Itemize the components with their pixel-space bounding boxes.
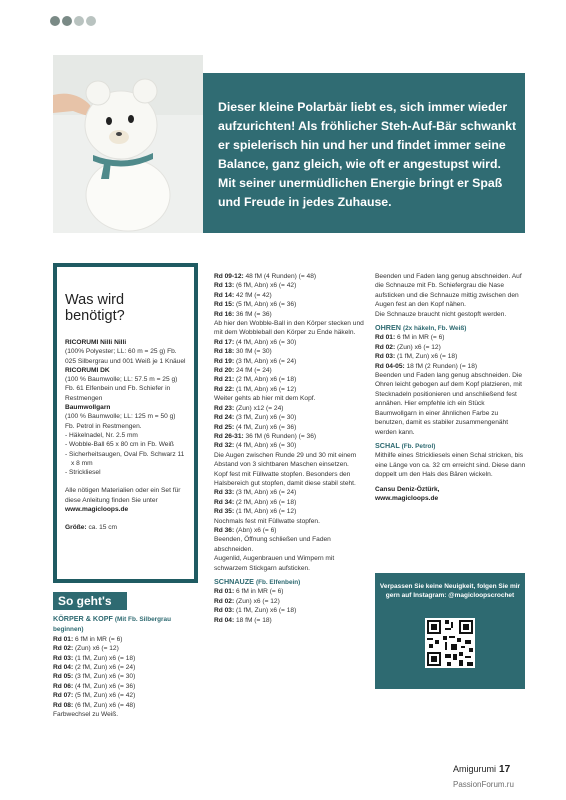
round-row (214, 413, 366, 422)
yarn-1-title: RICORUMI Nilli Nilli (65, 339, 127, 346)
round-row (53, 682, 203, 691)
round-row (214, 300, 366, 309)
round-row (214, 291, 366, 300)
tool-item: - Wobble-Ball 65 x 80 cm in Fb. Weiß (65, 441, 174, 449)
materials-list (65, 338, 186, 533)
round-text: (1 fM, Abn) x6 (= 12) (234, 508, 297, 516)
round-text: (4 fM, Zun) x6 (= 36) (73, 682, 136, 690)
round-label: Rd 06: (53, 682, 74, 690)
qr-code-icon[interactable] (425, 618, 475, 668)
round-label: Rd 02: (53, 645, 74, 653)
round-label: Rd 19: (214, 357, 235, 365)
round-label: Rd 05: (53, 673, 74, 681)
round-label: Rd 36: (214, 526, 235, 534)
round-text: 6 fM in MR (= 6) (395, 334, 445, 342)
round-text: (1 fM, Zun) x6 (= 18) (234, 607, 297, 615)
round-label: Rd 16: (214, 310, 235, 318)
paragraph: Beenden und Faden lang genug abschneiden. Die Ohren leicht gebogen auf dem Kopf platzieren, mit Stecknadeln positionieren und anschließend fest annähen. Hier empfehle ich ein Stück Baumwollgarn in einer ähnlichen Farbe zu benutzen, damit es stabiler zusammengenäht werden kann. (375, 372, 523, 436)
author-url[interactable]: www.magicloops.de (375, 494, 439, 502)
round-label: Rd 33: (214, 489, 235, 497)
round-label: Rd 01: (375, 334, 396, 342)
footer-label: Amigurumi (453, 764, 497, 774)
tool-item: - Häkelnadel, Nr. 2.5 mm (65, 431, 138, 439)
round-label: Rd 26-31: (214, 432, 244, 440)
header-dots (50, 16, 96, 26)
round-text: (1 fM, Zun) x6 (= 18) (395, 353, 458, 361)
section-heading: So geht's (53, 592, 127, 610)
tool-item: - Strickliesel (65, 469, 101, 477)
round-text: (Zun) x12 (= 24) (234, 404, 284, 412)
paragraph: Die Schnauze braucht nicht gestopft werden. (375, 310, 507, 318)
section-head-note: (Fb. Elfenbein) (255, 579, 301, 586)
paragraph: Mithilfe eines Strickliesels einen Schal stricken, bis eine Länge von ca. 32 cm erreicht sind. Diese dann doppelt um den Hals des Bären wickeln. (375, 452, 526, 479)
round-row (214, 507, 366, 516)
instructions-column-3 (375, 272, 527, 503)
round-row (53, 654, 203, 663)
round-row (214, 488, 366, 497)
note: Die Augen zwischen Runde 29 und 30 mit einem Abstand von 3 sichtbaren Maschen einsetzen. (214, 451, 357, 469)
round-row (214, 498, 366, 507)
round-row (214, 375, 366, 384)
section-head-scarf: SCHAL (375, 440, 400, 450)
round-text: (6 fM, Zun) x6 (= 48) (73, 701, 136, 709)
materials-title: Was wird benötigt? (65, 292, 125, 324)
round-text: (3 fM, Zun) x6 (= 30) (73, 673, 136, 681)
header-dot (86, 16, 96, 26)
set-text: Alle nötigen Materialien oder ein Set für diese Anleitung finden Sie unter (65, 487, 181, 504)
round-row (53, 701, 203, 710)
round-text: 42 fM (= 42) (234, 291, 272, 299)
round-label: Rd 03: (375, 353, 396, 361)
round-label: Rd 13: (214, 282, 235, 290)
round-label: Rd 24: (214, 414, 235, 422)
round-text: (3 fM, Zun) x6 (= 30) (234, 414, 297, 422)
round-text: (6 fM, Abn) x6 (= 42) (234, 282, 297, 290)
round-label: Rd 15: (214, 301, 235, 309)
tool-item: - Sicherheitsaugen, Oval Fb. Schwarz 11 x 8 mm (65, 450, 185, 467)
size-value: ca. 15 cm (86, 524, 118, 532)
round-row (214, 404, 366, 413)
round-text: (Zun) x6 (= 12) (234, 597, 280, 605)
intro-text: Dieser kleine Polarbär liebt es, sich immer wieder aufzurichten! Als fröhlicher Steh-Auf-Bär schwankt er spielerisch hin und her und findet immer seine Balance, ganz gleich, wie oft er angestupst wird. Mit seiner unermüdlichen Energie bringt er Spaß und Freude in jedes Zuhause. (218, 100, 517, 209)
round-row (375, 343, 527, 352)
round-row (214, 441, 366, 450)
round-text: (4 fM, Abn) x6 (= 30) (234, 338, 297, 346)
round-text: 48 fM (4 Runden) (= 48) (243, 273, 317, 280)
round-row (214, 606, 366, 615)
yarn-2-title: RICORUMI DK (65, 366, 110, 374)
round-text: 18 fM (2 Runden) (= 18) (404, 362, 478, 370)
col1-tail: Farbwechsel zu Weiß. (53, 711, 119, 719)
tools-list (65, 431, 186, 477)
round-row (53, 672, 203, 681)
round-row (53, 691, 203, 700)
page-footer (453, 764, 510, 775)
polar-bear-photo (53, 55, 203, 233)
instructions-column-2 (214, 272, 366, 625)
section-head-note: (2x häkeln, Fb. Weiß) (402, 325, 467, 333)
round-row (214, 281, 366, 290)
round-label: Rd 09-12: (214, 273, 244, 280)
author-name: Cansu Deniz-Öztürk, (375, 485, 440, 493)
round-label: Rd 02: (214, 597, 235, 605)
note: Kopf fest mit Füllwatte stopfen. Besonders den Halsbereich gut stopfen, damit diese stabil steht. (214, 470, 356, 487)
round-row (214, 616, 366, 625)
section-head-snout: SCHNAUZE (214, 577, 254, 586)
yarn-3-title: Baumwollgarn (65, 404, 111, 412)
round-text: 6 fM in MR (= 6) (73, 635, 123, 643)
round-row (214, 338, 366, 347)
round-row (53, 635, 203, 644)
materials-box (53, 263, 198, 583)
yarn-2-text: (100 % Baumwolle; LL: 57.5 m = 25 g) Fb. 61 Elfenbein und Fb. Schiefer in Restmengen (65, 376, 178, 402)
round-row (214, 385, 366, 394)
round-label: Rd 03: (214, 607, 235, 615)
round-row (375, 352, 527, 361)
section-head-body: KÖRPER & KOPF (53, 614, 113, 623)
promo-text: Verpassen Sie keine Neuigkeit, folgen Sie mir gern auf Instagram: @magicloopscrochet (379, 583, 521, 600)
round-label: Rd 01: (53, 635, 74, 643)
round-row (214, 310, 366, 319)
note: Augenlid, Augenbrauen und Wimpern mit schwarzem Stickgarn aufsticken. (214, 555, 335, 572)
round-label: Rd 01: (214, 588, 235, 596)
round-text: 24 fM (= 24) (234, 367, 272, 375)
round-text: 6 fM in MR (= 6) (234, 588, 284, 596)
round-text: (1 fM, Abn) x6 (= 12) (234, 385, 297, 393)
round-label: Rd 04-05: (375, 362, 405, 370)
header-dot (50, 16, 60, 26)
round-text: (3 fM, Abn) x6 (= 24) (234, 357, 297, 365)
round-text: (4 fM, Abn) x6 (= 30) (234, 442, 297, 450)
round-row (375, 362, 527, 371)
round-label: Rd 04: (214, 616, 235, 624)
round-row (214, 597, 366, 606)
round-label: Rd 22: (214, 385, 235, 393)
round-text: (Abn) x6 (= 6) (234, 526, 277, 534)
round-label: Rd 23: (214, 404, 235, 412)
round-text: (2 fM, Zun) x6 (= 24) (73, 664, 136, 672)
round-text: (2 fM, Abn) x6 (= 18) (234, 376, 297, 384)
note: Nochmals fest mit Füllwatte stopfen. (214, 517, 320, 525)
round-row (214, 366, 366, 375)
round-label: Rd 18: (214, 348, 235, 356)
round-label: Rd 02: (375, 343, 396, 351)
round-row (214, 432, 366, 441)
round-row (53, 644, 203, 653)
instructions-column-1 (53, 614, 203, 719)
round-text: 18 fM (= 18) (234, 616, 272, 624)
yarn-3-text: (100 % Baumwolle; LL: 125 m = 50 g) Fb. Petrol in Restmengen. (65, 413, 176, 430)
page-number: 17 (499, 764, 511, 775)
round-label: Rd 25: (214, 423, 235, 431)
round-row (214, 423, 366, 432)
size-label: Größe: (65, 524, 87, 532)
round-row (214, 526, 366, 535)
round-row (214, 272, 366, 281)
round-text: (4 fM, Zun) x6 (= 36) (234, 423, 297, 431)
round-label: Rd 17: (214, 338, 235, 346)
round-text: (2 fM, Abn) x6 (= 18) (234, 498, 297, 506)
round-text: (Zun) x6 (= 12) (73, 645, 119, 653)
qr-code-graphic (425, 618, 475, 668)
round-row (214, 587, 366, 596)
round-text: (5 fM, Zun) x6 (= 42) (73, 692, 136, 700)
set-url[interactable]: www.magicloops.de (65, 506, 129, 514)
round-label: Rd 08: (53, 701, 74, 709)
round-label: Rd 35: (214, 508, 235, 516)
polar-bear-illustration (53, 55, 203, 233)
note: Beenden, Öffnung schließen und Faden abschneiden. (214, 536, 331, 553)
round-text: (3 fM, Abn) x6 (= 24) (234, 489, 297, 497)
round-label: Rd 34: (214, 498, 235, 506)
round-label: Rd 07: (53, 692, 74, 700)
round-label: Rd 04: (53, 664, 74, 672)
round-text: 36 fM (= 36) (234, 310, 272, 318)
round-label: Rd 14: (214, 291, 235, 299)
yarn-1-text: (100% Polyester; LL: 60 m = 25 g) Fb. 025 Silbergrau und 001 Weiß je 1 Knäuel (65, 348, 186, 365)
section-head-note: (Mit Fb. Silbergrau beginnen) (53, 616, 172, 634)
header-dot (74, 16, 84, 26)
paragraph: Beenden und Faden lang genug abschneiden. Auf die Schnauze mit Fb. Schiefergrau die Nase aufsticken und die Schnauze mittig zwischen den Augen fest an den Kopf nähen. (375, 273, 522, 309)
round-label: Rd 21: (214, 376, 235, 384)
round-row (214, 357, 366, 366)
header-dot (62, 16, 72, 26)
watermark: PassionForum.ru (453, 780, 514, 789)
section-head-note: (Fb. Petrol) (401, 442, 436, 450)
note: Weiter gehts ab hier mit dem Kopf. (214, 395, 316, 403)
round-text: (1 fM, Zun) x6 (= 18) (73, 654, 136, 662)
round-row (214, 347, 366, 356)
round-label: Rd 03: (53, 654, 74, 662)
round-label: Rd 32: (214, 442, 235, 450)
round-row (375, 333, 527, 342)
round-row (53, 663, 203, 672)
round-text: 36 fM (6 Runden) (= 36) (243, 432, 317, 440)
round-text: (5 fM, Abn) x6 (= 36) (234, 301, 297, 309)
round-text: (Zun) x6 (= 12) (395, 343, 441, 351)
note: Ab hier den Wobble-Ball in den Körper stecken und mit dem Wobbleball den Körper zu Ende häkeln. (214, 320, 364, 337)
round-label: Rd 20: (214, 367, 235, 375)
round-text: 30 fM (= 30) (234, 348, 272, 356)
section-head-ears: OHREN (375, 323, 401, 333)
